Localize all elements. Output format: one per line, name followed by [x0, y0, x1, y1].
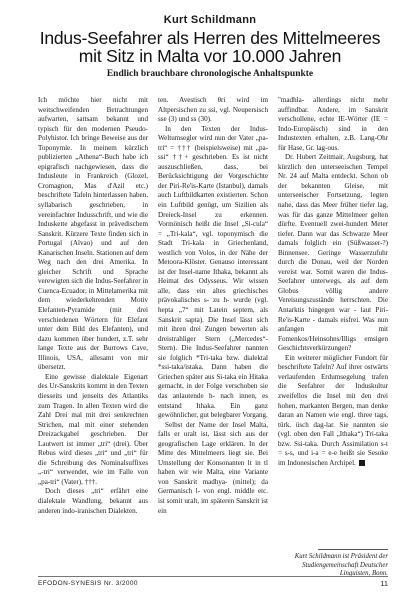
paragraph: Ich möchte hier nicht mit weitschweifenden Betrachtungen aufwarten, sattsam bekannt und typisch für den modernen Pseudo-Polyhistor. Ich bringe Beweise aus der Toponymie. In meinem kürzlich publizierten „Athena“-Buch habe ich epigrafisch nachgewiesen, dass die Indusleute in Frankreich (Glozel, Cromagnon, Mas d'Azil etc.) beschriftete Tafeln hinterlassen haben, syllabarisch geschrieben, in vereinfachter Indusschrift, und wie die Induskette abgefasst in prävedischem Sanskrit. Kürzere Texte finden sich in Portugal (Alvao) und auf den Kanarischen Inseln. Stationen auf dem Weg nach den drei Amerika. In gleicher Schrift und Sprache verewigten sich die Indus-Seefahrer in Cuenca-Ecuador, in Mittelamerika mit dem wiederkehrenden Motiv Elefanten-Pyramide (mit drei verschiedenen Wörtern für Elefant unter dem Bild des Elefanten), und dazu kommen über hundert, z.T. sehr lange Texte aus der Burrows Cave, Illinois, USA, allesamt von mir übersetzt.: [38, 96, 148, 372]
paragraph-text: Ein weiterer möglicher Fundort für beschriftete Tafeln? Auf ihrer ostwärts verlaufenden Erdumsegelung trafen die Seefahrer der Induskultur zweifellos die Insel mit den drei hohen, markanten Bergen, man denke daran an Namen wie engl. three tags, türk. üsch dag-lar. Sie nannten sie (vgl. oben den Fall „Ithaka“) Tri-taka bzw. Ssi-taka. Durch Assimilation s-t = s-s, und i-a = e-e heißt sie Sesoke im Indonesischen Archipel.: [278, 353, 388, 467]
title-line-1: Indus-Seefahrer als Herren des Mittelmeeres: [39, 28, 381, 48]
text-column-3: [278, 96, 388, 468]
paragraph: Eine gewisse dialektale Eigenart des Ur-Sanskrits kommt in den Texten diesseits und jenseits des Atlantiks zum Tragen. In allen Texten wird die Zahl Drei mal mit drei senkrechten Strichen, mal mit einer stehenden Dreizackgabel geschrieben. Der Lautwert ist immer „tri“ (drei). Über Rebus wird dieses „tri“ und „tri“ für die Schreibung des Nominalsuffixes „-tri“ verwendet, wie im Falle von „pa-tri“ (Vater), †††.: [38, 372, 148, 486]
author-bio: Kurt Schildmann ist Präsident der Studiengemeinschaft Deutscher Linguisten, Bonn.: [294, 553, 388, 578]
footer-divider: [38, 576, 388, 577]
end-mark-icon: [359, 460, 365, 466]
paragraph: Doch dieses „tri“ erfährt eine dialektale Wandlung, bekannt aus anderen indo-iranischen Dialekten.: [38, 487, 148, 515]
article-subtitle: Endlich brauchbare chronologische Anhaltspunkte: [106, 69, 314, 79]
paragraph: Dr. Hubert Zeitmair, Augsburg, hat kürzlich den unterseeischen Tempel Nr. 24 auf Malta entdeckt. Schon ob der bekannten Gleise, mit unterseeischer Fortsetzung, legten nahe, dass das Meer früher tiefer lag, was für das ganze Mittelmeer gelten dürfte. Eventuell zwei-hundert Meter tiefer. Dann war das Schwarze Meer damals folglich ein (Süßwasser-?) Binnensee. Geringe Wasserzufuhr durch die Donau, weil der Norden vereist war. Somit waren die Indus-Seefahrer unterwegs, als auf dem Globus völlig andere Vereisungszustände herrschten. Die Antarktis hingegen war - laut Piri-Re'is-Karte - damals eisfrei. Was nun anfangen mit Fomenkos/Heinsohns/Illigs emsigen Geschichtsverkürzungen?: [278, 153, 388, 353]
paragraph: Selbst der Name der Insel Malta, falls er uralt ist, lässt sich aus der geografischen Lage erklären. In der Mitte des Mittelmeers liegt sie. Bei Umstellung der Konsonanten lt in tl haben wir wie Malta, eine Variante von Sanskrit madhya- (mittel); da Germanisch l- von engl. middle etc. ist somit uralt, im späteren Sanskrit ist ein: [158, 420, 268, 515]
journal-issue: EFODON-SYNESIS Nr. 3/2000: [38, 580, 138, 587]
paragraph: "madhla- allerdings nicht mehr auffindbar. Andere, im Sanskrit verschollene, echte IE-Wörter (IE = Indo-Europäisch) sind in den Industexten erhalten, z.B. Lang-Ohr für Hase, Gr. lag-ous.: [278, 96, 388, 152]
bio-divider: [318, 549, 388, 550]
page-number: 11: [380, 579, 388, 588]
paragraph: In den Texten der Indus-Weltumsegler wird nun der Vater „pa-tri“ = ††† (beispielsweise) mit „pa-ssi“ ††+ geschrieben. Es ist nicht auszuschließen, dass, bei Berücksichtigung der Vorgeschichte der Piri-Re'is-Karte (Istanbul), damals auch Luftbildkarten existierten. Schon ein Luftbild genügt, um Sizilien als Dreieck-Insel zu erkennen. Vormönisch heißt die Insel „Si-cula“ = „Tri-kala“, vgl. toponymisch die Stadt Tri-kala in Griechenland, westlich von Volos, in der Nähe der Metoora-Klöster. Genauso interessant ist der Insel-name Ithaka, bekannt als Heimat des Odysseus. Wir wissen alle, dass ein altes griechisches prävokalisches s- zu h- wurde (vgl. hepta „7“ mit Latein septem, als Sanskrit sapta). Die Insel lässt sich mit ihren drei Zungen bewerten als dreistrahliger Stern („Mercedes“-Stern). Die Indus-Seefahrer nannten sie folglich *Tri-taka bzw. dialektal *ssi-taka/istaka. Dann haben die Griechen später aus Si-taka ein Hitaka gemacht, in der Folge verschoben sie das anlautende h- nach innen, es entstand Ithaka. Ein ganz gewöhnlicher, gut belegbarer Vorgang.: [158, 124, 268, 420]
text-column-2: [158, 96, 268, 516]
text-column-1: [38, 96, 148, 516]
paragraph: ten. Avestisch θri wird im Altpersischen zu ssi, vgl. Neupersisch sse (3) und ss (30).: [158, 96, 268, 124]
title-line-2: mit Sitz in Malta vor 10.000 Jahren: [78, 46, 342, 66]
author-name: Kurt Schildmann: [163, 14, 257, 26]
paragraph-last: [278, 354, 388, 469]
article-title: [10, 29, 410, 65]
